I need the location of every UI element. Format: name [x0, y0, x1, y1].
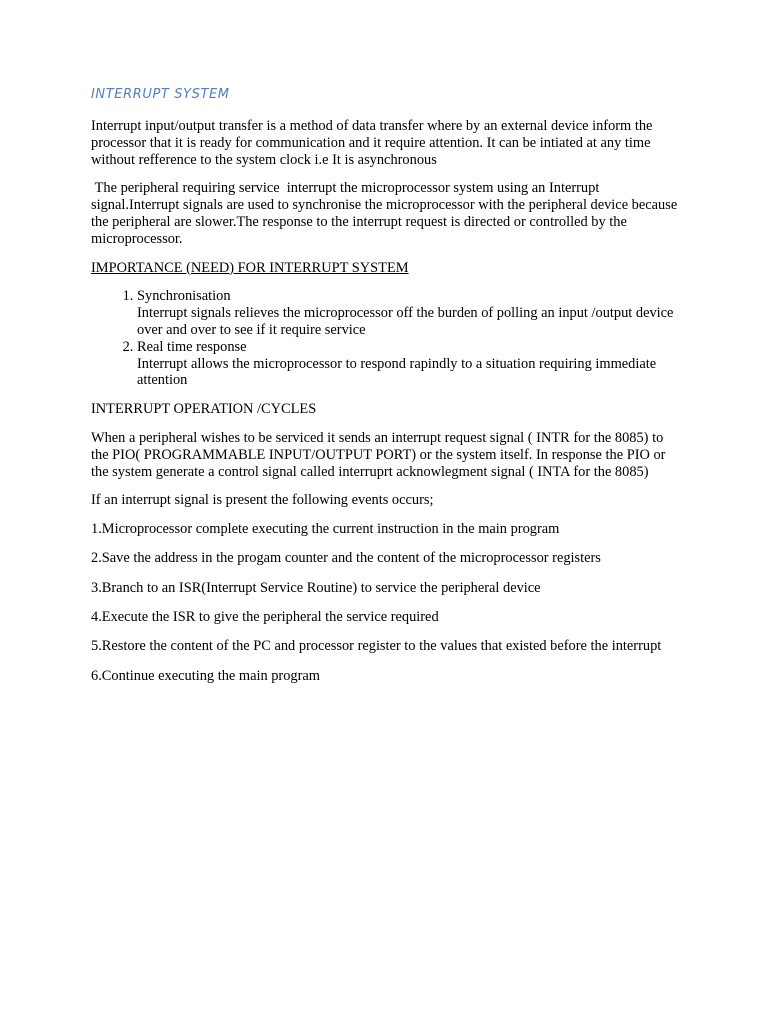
- operation-paragraph: When a peripheral wishes to be serviced it sends an interrupt request signal ( INTR for the 8085) to the PIO( PROGRAMMABLE INPUT/OUTPUT PORT) or the system itself. In response the PIO or the system generate a control signal called interruprt acknowlegment signal ( INTA for the 8085): [91, 429, 666, 480]
- list-item: [137, 339, 681, 389]
- step-item: 2.Save the address in the progam counter and the content of the microprocessor registers: [91, 550, 601, 567]
- list-item-title: 2. Real time response: [137, 338, 247, 355]
- events-intro: If an interrupt signal is present the following events occurs;: [91, 492, 434, 509]
- step-item: 3.Branch to an ISR(Interrupt Service Routine) to service the peripheral device: [91, 579, 541, 596]
- step-item: 4.Execute the ISR to give the peripheral the service required: [91, 609, 439, 626]
- list-item-description: Interrupt allows the microprocessor to respond rapindly to a situation requiring immediate attention: [137, 355, 657, 389]
- importance-list: [91, 288, 681, 389]
- document-title: INTERRUPT SYSTEM: [91, 87, 230, 102]
- second-paragraph: The peripheral requiring service interrupt the microprocessor system using an Interrupt signal.Interrupt signals are used to synchronise the microprocessor with the peripheral device because the peripheral are slower.The response to the interrupt request is directed or controlled by the microprocessor.: [91, 180, 681, 247]
- importance-heading: IMPORTANCE (NEED) FOR INTERRUPT SYSTEM: [91, 259, 409, 276]
- list-item: [137, 288, 681, 338]
- document-body: [91, 86, 681, 697]
- step-item: 1.Microprocessor complete executing the current instruction in the main program: [91, 521, 560, 538]
- operation-heading: INTERRUPT OPERATION /CYCLES: [91, 401, 317, 418]
- step-item: 5.Restore the content of the PC and processor register to the values that existed before the interrupt: [91, 638, 662, 655]
- list-item-description: Interrupt signals relieves the microprocessor off the burden of polling an input /output device over and over to see if it require service: [137, 305, 674, 338]
- intro-paragraph: Interrupt input/output transfer is a method of data transfer where by an external device inform the processor that it is ready for communication and it require attention. It can be intiated at any time without refference to the system clock i.e It is asynchronous: [91, 118, 653, 168]
- list-item-title: 1. Synchronisation: [137, 288, 231, 305]
- step-item: 6.Continue executing the main program: [91, 667, 320, 684]
